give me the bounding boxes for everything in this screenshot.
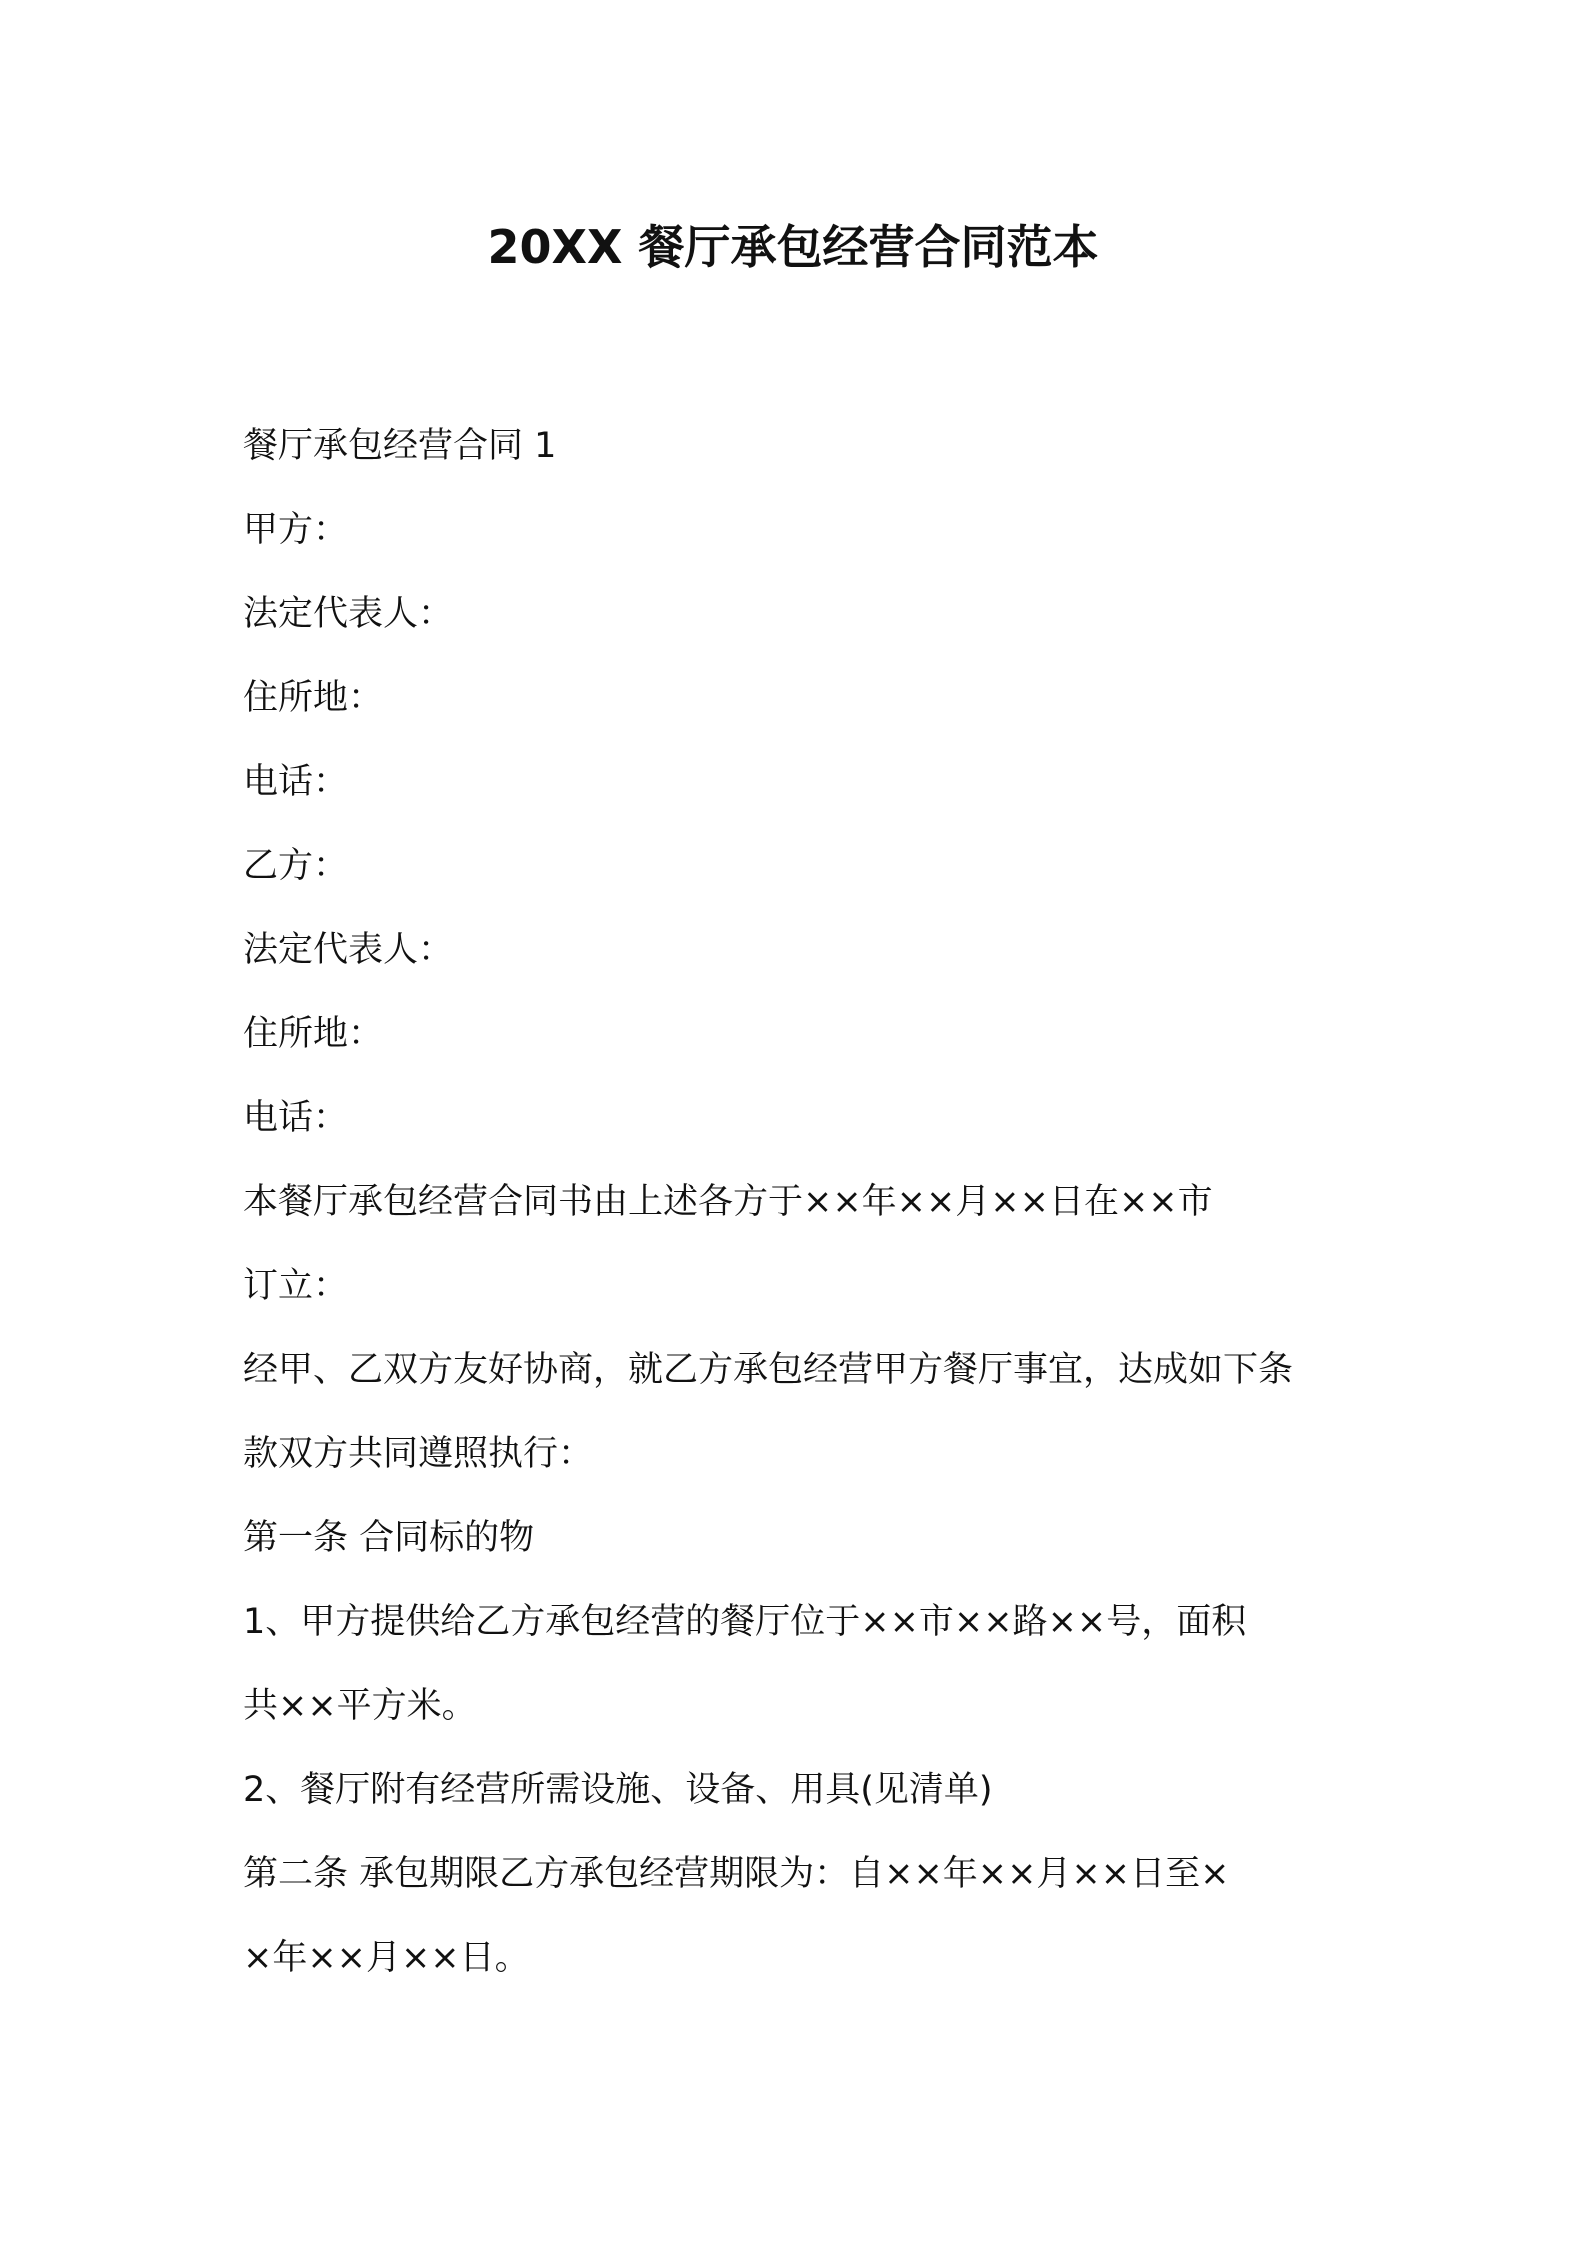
text-line-contract-heading: 餐厅承包经营合同 1 xyxy=(243,426,557,466)
text-line-article-2b: ×年××月××日。 xyxy=(243,1938,530,1978)
document-title: 20XX 餐厅承包经营合同范本 xyxy=(487,220,1099,274)
text-line-article-2a: 第二条 承包期限乙方承包经营期限为：自××年××月××日至× xyxy=(243,1854,1230,1894)
text-line-party-b-representative: 法定代表人： xyxy=(243,930,454,970)
document-body xyxy=(243,404,1363,2000)
text-line-party-b: 乙方： xyxy=(243,846,349,886)
text-line-article-1-item-2: 2、餐厅附有经营所需设施、设备、用具(见清单) xyxy=(243,1770,993,1810)
text-line-article-1-item-1b: 共××平方米。 xyxy=(243,1686,477,1726)
text-line-preamble-1: 本餐厅承包经营合同书由上述各方于××年××月××日在××市 xyxy=(243,1182,1213,1222)
text-line-party-b-address: 住所地： xyxy=(243,1014,384,1054)
text-line-party-b-phone: 电话： xyxy=(243,1098,349,1138)
text-line-party-a-address: 住所地： xyxy=(243,678,384,718)
text-line-party-a-representative: 法定代表人： xyxy=(243,594,454,634)
text-line-party-a-phone: 电话： xyxy=(243,762,349,802)
text-line-article-1-heading: 第一条 合同标的物 xyxy=(243,1518,535,1558)
text-line-agreement-2: 款双方共同遵照执行： xyxy=(243,1434,594,1474)
text-line-agreement-1: 经甲、乙双方友好协商，就乙方承包经营甲方餐厅事宜，达成如下条 xyxy=(243,1350,1294,1390)
text-line-party-a: 甲方： xyxy=(243,510,349,550)
text-line-preamble-2: 订立： xyxy=(243,1266,349,1306)
text-line-article-1-item-1a: 1、甲方提供给乙方承包经营的餐厅位于××市××路××号，面积 xyxy=(243,1602,1247,1642)
